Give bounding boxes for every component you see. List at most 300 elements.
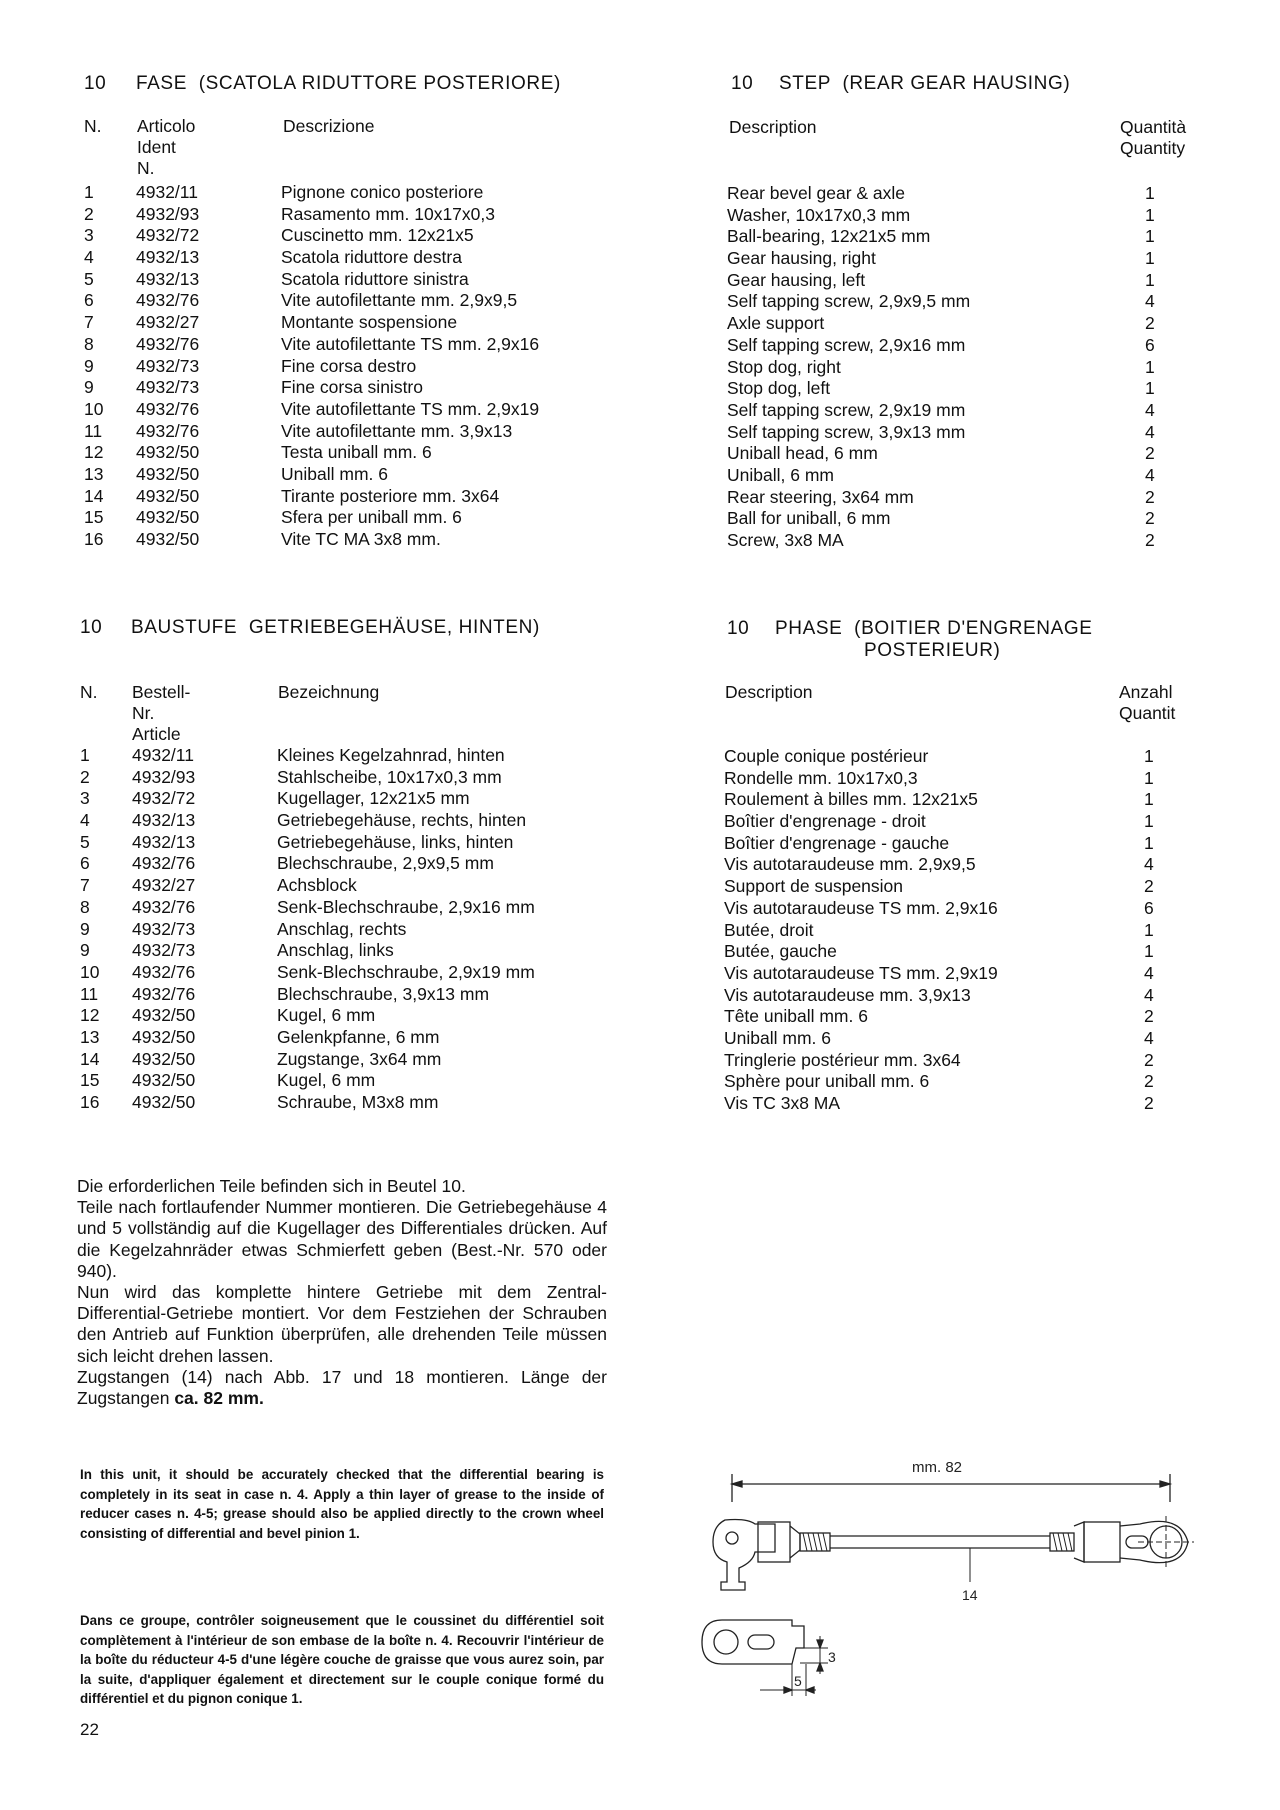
item-number: 13 (84, 463, 104, 484)
instruction-length-value: ca. 82 mm. (174, 1388, 264, 1409)
parts-list-german (80, 745, 600, 1114)
item-number: 8 (80, 896, 90, 917)
item-description: Rear bevel gear & axle (727, 183, 906, 203)
item-description: Self tapping screw, 2,9x9,5 mm (727, 291, 971, 312)
item-quantity: 4 (1145, 291, 1155, 312)
item-article: 4932/76 (132, 983, 196, 1004)
item-description: Uniball mm. 6 (724, 1027, 831, 1048)
item-quantity: 1 (1144, 832, 1154, 853)
item-description: Schraube, M3x8 mm (277, 1092, 439, 1112)
detail-eye-hole (714, 1630, 738, 1654)
item-number: 7 (80, 875, 90, 896)
item-description: Rear steering, 3x64 mm (727, 486, 914, 507)
list-item (80, 1092, 600, 1114)
item-description: Boîtier d'engrenage - droit (724, 811, 926, 832)
list-item (84, 356, 604, 378)
item-description: Gear hausing, left (727, 269, 866, 290)
item-article: 4932/11 (132, 745, 194, 765)
list-item (80, 940, 600, 962)
item-article: 4932/73 (136, 377, 200, 398)
item-article: 4932/50 (132, 1048, 196, 1069)
item-description: Vis autotaraudeuse mm. 2,9x9,5 (724, 854, 976, 875)
item-quantity: 1 (1144, 811, 1154, 832)
item-number: 13 (80, 1026, 100, 1047)
list-item (724, 941, 1204, 963)
list-item (84, 464, 604, 486)
item-article: 4932/50 (132, 1026, 196, 1047)
item-number: 6 (84, 290, 94, 311)
item-article: 4932/73 (132, 918, 196, 939)
item-quantity: 1 (1144, 746, 1154, 766)
col-header-no: N. (84, 116, 102, 136)
item-description: Uniball mm. 6 (281, 463, 388, 484)
arrow-head (1160, 1481, 1170, 1487)
steering-rod (713, 1516, 1194, 1590)
col-header-article-line2: Ident N. (137, 137, 176, 178)
list-item (84, 421, 604, 443)
item-description: Stahlscheibe, 10x17x0,3 mm (277, 766, 502, 787)
item-article: 4932/13 (136, 247, 200, 268)
item-quantity: 1 (1145, 248, 1155, 269)
english-note (80, 1465, 604, 1543)
item-quantity: 1 (1145, 378, 1155, 399)
item-article: 4932/50 (132, 1070, 196, 1091)
item-description: Vite autofilettante TS mm. 2,9x19 (281, 398, 540, 419)
item-description: Rasamento mm. 10x17x0,3 (281, 203, 495, 224)
item-description: Uniball, 6 mm (727, 464, 834, 485)
list-item (724, 1050, 1204, 1072)
item-article: 4932/50 (136, 463, 200, 484)
item-number: 9 (84, 355, 94, 376)
rear-steering-rod-drawing (690, 1450, 1220, 1720)
list-item (80, 984, 600, 1006)
col-header-description: Description (729, 117, 817, 137)
item-number: 5 (84, 268, 94, 289)
step-number: 10 (727, 618, 750, 639)
item-description: Fine corsa destro (281, 355, 417, 376)
list-item (724, 789, 1204, 811)
col-header-article-line1: Articolo (137, 116, 196, 136)
item-quantity: 4 (1144, 984, 1154, 1005)
item-article: 4932/76 (132, 896, 196, 917)
item-article: 4932/50 (136, 529, 200, 549)
item-article: 4932/13 (136, 268, 200, 289)
item-description: Zugstange, 3x64 mm (277, 1048, 442, 1069)
item-quantity: 1 (1145, 183, 1155, 203)
item-description: Uniball head, 6 mm (727, 443, 878, 464)
list-item (727, 357, 1207, 379)
list-item (84, 507, 604, 529)
item-description: Sphère pour uniball mm. 6 (724, 1071, 930, 1092)
list-item (724, 1028, 1204, 1050)
item-description: Vis autotaraudeuse mm. 3,9x13 (724, 984, 971, 1005)
small-width-dimension-label: 5 (794, 1673, 802, 1689)
left-hex-body (758, 1522, 790, 1562)
list-item (727, 291, 1207, 313)
small-height-dimension-label: 3 (828, 1649, 836, 1665)
item-article: 4932/50 (136, 507, 200, 528)
col-header-article-line2: Article (132, 724, 181, 744)
list-item (80, 788, 600, 810)
item-description: Stop dog, right (727, 356, 841, 377)
item-description: Kleines Kegelzahnrad, hinten (277, 745, 505, 765)
list-item (727, 270, 1207, 292)
item-quantity: 1 (1144, 919, 1154, 940)
list-item (84, 269, 604, 291)
item-number: 9 (80, 918, 90, 939)
col-header-quantity (1120, 117, 1186, 159)
item-number: 2 (84, 203, 94, 224)
item-article: 4932/72 (136, 225, 200, 246)
item-number: 4 (80, 810, 90, 831)
item-description: Kugel, 6 mm (277, 1070, 376, 1091)
item-number: 5 (80, 831, 90, 852)
item-quantity: 2 (1145, 530, 1155, 550)
item-description: Boîtier d'engrenage - gauche (724, 832, 950, 853)
right-hex-body (1084, 1522, 1120, 1562)
item-description: Self tapping screw, 3,9x13 mm (727, 421, 966, 442)
item-description: Vite autofilettante mm. 3,9x13 (281, 420, 513, 441)
item-description: Cuscinetto mm. 12x21x5 (281, 225, 474, 246)
instruction-paragraph: Teile nach fortlaufender Nummer montieren. Die Getriebegehäuse 4 und 5 vollständig auf die Kugellager des Differentiales drücken. Auf die Kegelzahnräder etwas Schmierfett geben (Best.-Nr. 570 oder 940). (77, 1197, 607, 1281)
item-description: Vis autotaraudeuse TS mm. 2,9x19 (724, 962, 998, 983)
list-item (80, 832, 600, 854)
item-description: Getriebegehäuse, rechts, hinten (277, 810, 527, 831)
item-quantity: 4 (1144, 962, 1154, 983)
item-number: 16 (84, 529, 104, 549)
item-description: Fine corsa sinistro (281, 377, 423, 398)
item-article: 4932/50 (132, 1005, 196, 1026)
item-quantity: 4 (1145, 399, 1155, 420)
section-title: STEP (REAR GEAR HAUSING) (779, 73, 1071, 94)
note-text: In this unit, it should be accurately checked that the differential bearing is completely in its seat in case n. 4. Apply a thin layer of grease to the inside of reducer cases n. 4-5; grease should also be applied directly to the crown wheel consisting of differential and bevel pinion 1. (80, 1467, 604, 1541)
list-item (724, 898, 1204, 920)
item-description: Kugel, 6 mm (277, 1005, 376, 1026)
item-number: 8 (84, 333, 94, 354)
item-number: 15 (80, 1070, 100, 1091)
item-description: Gelenkpfanne, 6 mm (277, 1026, 440, 1047)
item-number: 11 (84, 420, 103, 441)
list-item (724, 854, 1204, 876)
list-item (80, 767, 600, 789)
item-quantity: 4 (1145, 464, 1155, 485)
item-article: 4932/76 (132, 961, 196, 982)
step-number: 10 (84, 73, 107, 94)
list-item (724, 833, 1204, 855)
item-description: Self tapping screw, 2,9x16 mm (727, 334, 966, 355)
item-article: 4932/93 (132, 766, 196, 787)
item-article: 4932/73 (136, 355, 200, 376)
item-description: Support de suspension (724, 876, 904, 897)
item-quantity: 4 (1145, 421, 1155, 442)
arrow-head (732, 1481, 742, 1487)
section-title-line2: POSTERIEUR) (864, 640, 1001, 661)
german-instructions (77, 1176, 607, 1409)
list-item (727, 422, 1207, 444)
list-item (724, 811, 1204, 833)
item-quantity: 1 (1145, 204, 1155, 225)
list-item (724, 768, 1204, 790)
item-number: 14 (84, 485, 104, 506)
item-quantity: 6 (1145, 334, 1155, 355)
section-title: FASE (SCATOLA RIDUTTORE POSTERIORE) (136, 73, 561, 94)
list-item (727, 248, 1207, 270)
item-article: 4932/72 (132, 788, 196, 809)
col-header-article-line1: Bestell-Nr. (132, 682, 191, 723)
item-description: Anschlag, rechts (277, 918, 407, 939)
detail-view (702, 1620, 828, 1696)
item-quantity: 4 (1144, 1027, 1154, 1048)
item-quantity: 1 (1144, 767, 1154, 788)
item-quantity: 2 (1144, 1006, 1154, 1027)
item-article: 4932/27 (132, 875, 196, 896)
item-description: Blechschraube, 3,9x13 mm (277, 983, 490, 1004)
col-header-description: Bezeichnung (278, 682, 380, 702)
left-ball-socket (713, 1520, 775, 1591)
item-article: 4932/93 (136, 203, 200, 224)
item-description: Axle support (727, 313, 825, 334)
item-article: 4932/50 (136, 442, 200, 463)
list-item (727, 378, 1207, 400)
col-header-description: Descrizione (283, 116, 375, 136)
list-item (727, 226, 1207, 248)
list-item (84, 247, 604, 269)
section-title: BAUSTUFE GETRIEBEGEHÄUSE, HINTEN) (131, 617, 540, 638)
page-number: 22 (80, 1720, 99, 1739)
list-item (84, 182, 604, 204)
note-text: Dans ce groupe, contrôler soigneusement que le coussinet du différentiel soit complètement à l'intérieur de son embase de la boîte n. 4. Recouvrir l'intérieur de la boîte du réducteur 4-5 d'une légère couche de graisse que vous aurez soin, par la suite, d'appliquer également et directement sur le couple conique formé du différentiel et du pignon conique 1. (80, 1613, 604, 1707)
item-description: Vis TC 3x8 MA (724, 1093, 841, 1113)
item-quantity: 2 (1144, 1071, 1154, 1092)
french-note (80, 1611, 604, 1709)
list-item (727, 335, 1207, 357)
item-description: Montante sospensione (281, 312, 458, 333)
item-description: Vite TC MA 3x8 mm. (281, 529, 441, 549)
list-item (80, 875, 600, 897)
list-item (80, 919, 600, 941)
list-item (724, 746, 1204, 768)
item-article: 4932/11 (136, 182, 198, 202)
list-item (84, 204, 604, 226)
item-number: 1 (80, 745, 90, 765)
item-quantity: 2 (1144, 1093, 1154, 1113)
col-header-quantity-line2: Quantity (1120, 138, 1186, 158)
item-description: Scatola riduttore sinistra (281, 268, 469, 289)
item-number: 10 (80, 961, 100, 982)
item-description: Gear hausing, right (727, 248, 876, 269)
socket-hole (726, 1532, 738, 1544)
list-item (727, 508, 1207, 530)
item-description: Testa uniball mm. 6 (281, 442, 432, 463)
col-header-article (137, 116, 195, 179)
item-description: Self tapping screw, 2,9x19 mm (727, 399, 966, 420)
item-description: Anschlag, links (277, 940, 394, 961)
item-description: Butée, droit (724, 919, 814, 940)
item-number: 12 (84, 442, 104, 463)
item-quantity: 1 (1145, 226, 1155, 247)
list-item (84, 312, 604, 334)
item-number: 2 (80, 766, 90, 787)
item-number: 14 (80, 1048, 100, 1069)
col-header-no: N. (80, 682, 98, 702)
item-number: 3 (80, 788, 90, 809)
list-item (80, 1049, 600, 1071)
item-description: Tirante posteriore mm. 3x64 (281, 485, 500, 506)
list-item (724, 876, 1204, 898)
list-item (80, 853, 600, 875)
item-description: Vis autotaraudeuse TS mm. 2,9x16 (724, 897, 998, 918)
item-number: 6 (80, 853, 90, 874)
item-number: 7 (84, 312, 94, 333)
item-description: Pignone conico posteriore (281, 182, 484, 202)
item-article: 4932/76 (136, 420, 200, 441)
list-item (727, 487, 1207, 509)
right-eye-slot (1126, 1536, 1148, 1548)
list-item (84, 377, 604, 399)
list-item (80, 1027, 600, 1049)
item-quantity: 4 (1144, 854, 1154, 875)
list-item (727, 205, 1207, 227)
col-header-quantity-line2: Quantit (1119, 703, 1176, 723)
item-quantity: 1 (1144, 789, 1154, 810)
left-taper (790, 1526, 800, 1558)
item-description: Achsblock (277, 875, 357, 896)
col-header-description: Description (725, 682, 813, 702)
length-dimension-label: mm. 82 (912, 1459, 963, 1476)
col-header-quantity (1119, 682, 1175, 724)
item-description: Blechschraube, 2,9x9,5 mm (277, 853, 494, 874)
list-item (80, 1070, 600, 1092)
col-header-article (132, 682, 190, 745)
item-description: Screw, 3x8 MA (727, 530, 844, 550)
list-item (84, 442, 604, 464)
item-description: Kugellager, 12x21x5 mm (277, 788, 470, 809)
item-description: Vite autofilettante mm. 2,9x9,5 (281, 290, 518, 311)
item-number: 1 (84, 182, 94, 202)
list-item (84, 529, 604, 551)
list-item (724, 920, 1204, 942)
list-item (84, 399, 604, 421)
item-description: Butée, gauche (724, 941, 837, 962)
item-quantity: 2 (1145, 443, 1155, 464)
part-number-label: 14 (962, 1587, 978, 1603)
item-description: Senk-Blechschraube, 2,9x19 mm (277, 961, 535, 982)
list-item (84, 486, 604, 508)
item-description: Ball-bearing, 12x21x5 mm (727, 226, 931, 247)
item-number: 12 (80, 1005, 100, 1026)
col-header-quantity-line1: Anzahl (1119, 682, 1173, 702)
step-number: 10 (80, 617, 103, 638)
item-number: 3 (84, 225, 94, 246)
item-description: Vite autofilettante TS mm. 2,9x16 (281, 333, 540, 354)
item-description: Stop dog, left (727, 378, 831, 399)
item-article: 4932/50 (132, 1092, 196, 1112)
list-item (84, 225, 604, 247)
list-item (727, 183, 1207, 205)
item-description: Senk-Blechschraube, 2,9x16 mm (277, 896, 535, 917)
list-item (80, 962, 600, 984)
list-item (724, 1071, 1204, 1093)
section-title: PHASE (BOITIER D'ENGRENAGE (775, 618, 1093, 639)
list-item (84, 334, 604, 356)
item-article: 4932/76 (136, 333, 200, 354)
item-number: 9 (80, 940, 90, 961)
item-quantity: 2 (1144, 876, 1154, 897)
item-description: Couple conique postérieur (724, 746, 929, 766)
item-description: Rondelle mm. 10x17x0,3 (724, 767, 918, 788)
item-description: Scatola riduttore destra (281, 247, 462, 268)
item-quantity: 2 (1144, 1049, 1154, 1070)
item-number: 15 (84, 507, 104, 528)
item-number: 4 (84, 247, 94, 268)
item-article: 4932/13 (132, 810, 196, 831)
item-description: Getriebegehäuse, links, hinten (277, 831, 514, 852)
list-item (724, 963, 1204, 985)
instruction-text: Zugstangen (14) nach Abb. 17 und 18 montieren. Länge der Zugstangen (77, 1366, 607, 1409)
item-article: 4932/76 (136, 398, 200, 419)
item-description: Ball for uniball, 6 mm (727, 508, 891, 529)
list-item (724, 985, 1204, 1007)
parts-list-english (727, 183, 1207, 552)
item-number: 9 (84, 377, 94, 398)
list-item (80, 745, 600, 767)
item-quantity: 1 (1145, 356, 1155, 377)
item-description: Roulement à billes mm. 12x21x5 (724, 789, 978, 810)
item-article: 4932/76 (132, 853, 196, 874)
list-item (727, 530, 1207, 552)
list-item (724, 1006, 1204, 1028)
list-item (80, 897, 600, 919)
list-item (84, 290, 604, 312)
detail-slot (748, 1635, 774, 1649)
step-number: 10 (731, 73, 754, 94)
list-item (727, 443, 1207, 465)
list-item (80, 810, 600, 832)
list-item (724, 1093, 1204, 1115)
list-item (727, 313, 1207, 335)
item-article: 4932/50 (136, 485, 200, 506)
item-number: 10 (84, 398, 104, 419)
item-description: Tringlerie postérieur mm. 3x64 (724, 1049, 961, 1070)
item-number: 11 (80, 983, 99, 1004)
parts-list-french (724, 746, 1204, 1115)
detail-eye-body (702, 1620, 804, 1664)
item-quantity: 1 (1145, 269, 1155, 290)
item-article: 4932/13 (132, 831, 196, 852)
instruction-paragraph (77, 1367, 607, 1409)
item-number: 16 (80, 1092, 100, 1112)
instruction-paragraph: Die erforderlichen Teile befinden sich in Beutel 10. (77, 1176, 466, 1196)
list-item (727, 400, 1207, 422)
instruction-paragraph: Nun wird das komplette hintere Getriebe mit dem Zentral-Differential-Getriebe montiert. Vor dem Festziehen der Schrauben den Antrieb auf Funktion überprüfen, alle drehenden Teile müssen sich leicht drehen lassen. (77, 1282, 607, 1366)
item-article: 4932/76 (136, 290, 200, 311)
item-article: 4932/27 (136, 312, 200, 333)
item-description: Tête uniball mm. 6 (724, 1006, 868, 1027)
item-quantity: 2 (1145, 508, 1155, 529)
item-quantity: 2 (1145, 313, 1155, 334)
item-quantity: 1 (1144, 941, 1154, 962)
item-quantity: 2 (1145, 486, 1155, 507)
item-description: Washer, 10x17x0,3 mm (727, 204, 911, 225)
parts-list-italian (84, 182, 604, 551)
right-taper (1074, 1522, 1084, 1562)
item-article: 4932/73 (132, 940, 196, 961)
list-item (727, 465, 1207, 487)
col-header-quantity-line1: Quantità (1120, 117, 1187, 137)
list-item (80, 1005, 600, 1027)
item-description: Sfera per uniball mm. 6 (281, 507, 462, 528)
item-quantity: 6 (1144, 897, 1154, 918)
